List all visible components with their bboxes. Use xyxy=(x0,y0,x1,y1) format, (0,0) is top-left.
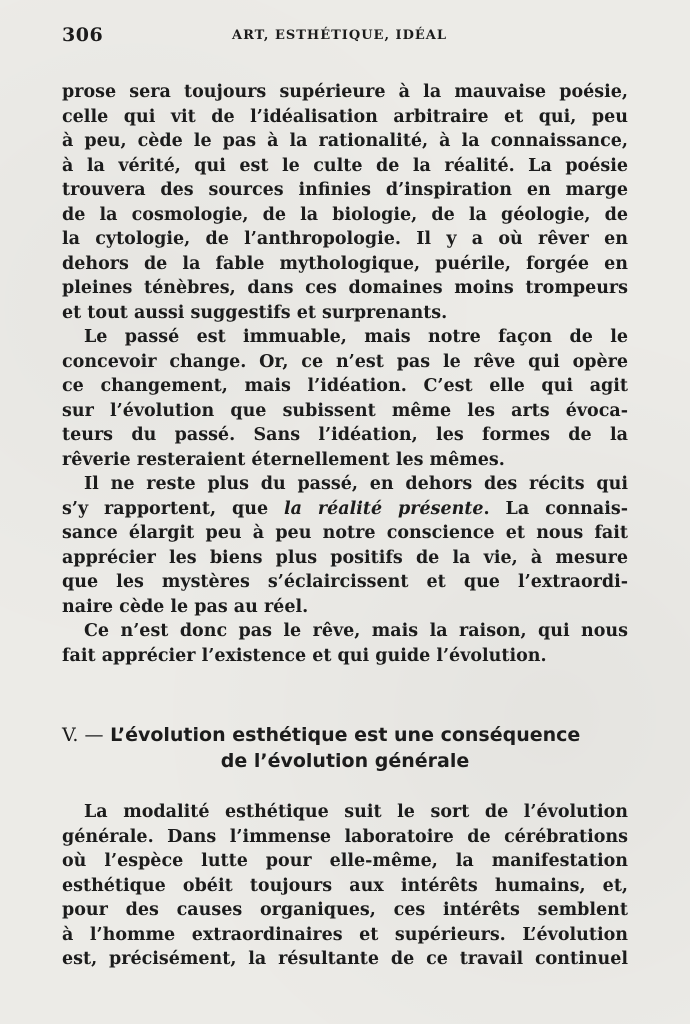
text-line: est, précisément, la résultante de ce travail continuel xyxy=(62,949,628,969)
running-head xyxy=(62,24,628,48)
text-line: sance élargit peu à peu notre conscience et nous fait xyxy=(62,523,628,543)
text-line: fait apprécier l’existence et qui guide l’évolution. xyxy=(62,645,547,666)
text-line: à la vérité, qui est le culte de la réalité. La poésie xyxy=(62,155,628,176)
text-line: à l’homme extraordinaires et supérieurs. L’évolution xyxy=(62,924,628,945)
text-line: prose sera toujours supérieure à la mauvaise poésie, xyxy=(62,82,628,102)
text-line: Il ne reste plus du passé, en dehors des récits qui xyxy=(84,474,628,494)
text-line: rêverie resteraient éternellement les mêmes. xyxy=(62,449,505,470)
text-line: que les mystères s’éclaircissent et que l’extraordi- xyxy=(62,572,628,592)
running-title: ART, ESTHÉTIQUE, IDÉAL xyxy=(232,28,447,43)
text-line: sur l’évolution que subissent même les arts évoca- xyxy=(62,400,628,421)
section-heading xyxy=(62,722,628,774)
text-line: la cytologie, de l’anthropologie. Il y a où rêver en xyxy=(62,229,628,249)
text-fragment: s’y rapportent, que xyxy=(62,498,269,519)
text-line: esthétique obéit toujours aux intérêts humains, et, xyxy=(62,875,628,896)
text-line: dehors de la fable mythologique, puérile, forgée en xyxy=(62,253,628,274)
section-title-part: de l’évolution générale xyxy=(220,750,470,772)
emphasized-phrase: la réalité présente xyxy=(284,498,484,519)
section-title-part: L’évolution esthétique est une conséquence xyxy=(110,724,581,746)
text-line: ce changement, mais l’idéation. C’est elle qui agit xyxy=(62,376,628,396)
text-line: Ce n’est donc pas le rêve, mais la raison, qui nous xyxy=(84,621,628,641)
text-line: concevoir change. Or, ce n’est pas le rêve qui opère xyxy=(62,351,628,372)
text-line: celle qui vit de l’idéalisation arbitraire et qui, peu xyxy=(62,106,628,127)
text-line: générale. Dans l’immense laboratoire de cérébrations xyxy=(62,826,628,847)
text-line: apprécier les biens plus positifs de la vie, à mesure xyxy=(62,547,628,568)
text-line: La modalité esthétique suit le sort de l’évolution xyxy=(84,802,628,822)
section-body-text xyxy=(62,800,628,972)
text-line: pour des causes organiques, ces intérêts semblent xyxy=(62,900,628,920)
text-line: teurs du passé. Sans l’idéation, les formes de la xyxy=(62,425,628,445)
section-heading-line xyxy=(62,722,628,748)
page-number: 306 xyxy=(62,24,104,46)
text-line: de la cosmologie, de la biologie, de la géologie, de xyxy=(62,204,628,225)
body-text xyxy=(62,80,628,668)
text-line: naire cède le pas au réel. xyxy=(62,596,309,617)
text-line: Le passé est immuable, mais notre façon de le xyxy=(84,327,628,347)
section-numeral: V. — xyxy=(62,724,104,746)
text-line: à peu, cède le pas à la rationalité, à la connaissance, xyxy=(62,131,628,151)
text-fragment: . La connais- xyxy=(483,498,628,519)
text-line: et tout aussi suggestifs et surprenants. xyxy=(62,302,448,323)
text-line: trouvera des sources infinies d’inspiration en marge xyxy=(62,180,628,200)
text-line: où l’espèce lutte pour elle-même, la manifestation xyxy=(62,851,628,871)
text-line: pleines ténèbres, dans ces domaines moins trompeurs xyxy=(62,278,628,298)
text-line-with-emphasis xyxy=(62,497,628,522)
